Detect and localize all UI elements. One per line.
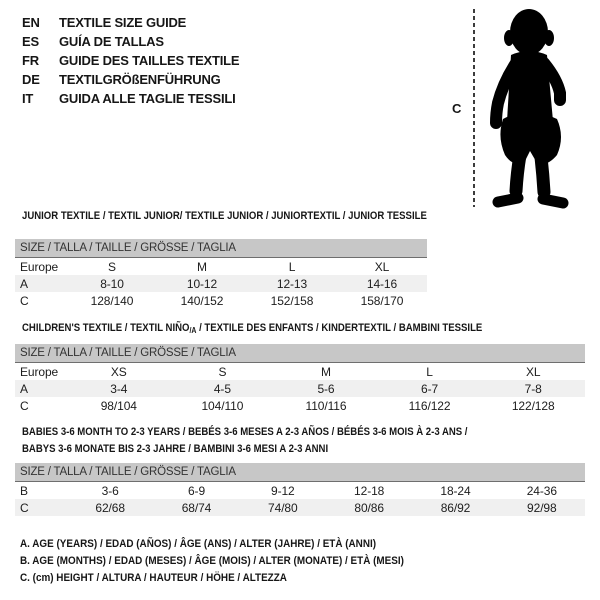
junior-table-title — [22, 210, 487, 222]
cell: 6-9 — [187, 483, 206, 498]
babies-table-title-line1: BABIES 3-6 MONTH TO 2-3 YEARS / BEBÉS 3-6 MESES A 2-3 AÑOS / BÉBÉS 3-6 MOIS À 2-3 ANS / — [22, 426, 468, 438]
language-code: ES — [22, 34, 39, 49]
footnote-b — [20, 553, 447, 570]
language-label: TEXTILGRÖßENFÜHRUNG — [59, 72, 221, 87]
height-measure-dashed-line — [473, 9, 475, 207]
cell: 128/140 — [90, 293, 134, 308]
babies-table-title — [22, 424, 534, 458]
cell: 152/158 — [270, 293, 314, 308]
junior-table-title-text: JUNIOR TEXTILE / TEXTIL JUNIOR/ TEXTILE JUNIOR / JUNIORTEXTIL / JUNIOR TESSILE — [22, 210, 427, 222]
children-title-pre: CHILDREN'S TEXTILE / TEXTIL NIÑO — [22, 322, 190, 334]
table-row — [15, 499, 585, 516]
row-label: C — [20, 293, 29, 308]
footnote-b-text: B. AGE (MONTHS) / EDAD (MESES) / ÂGE (MOIS) / ALTER (MONATE) / ETÀ (MESI) — [20, 555, 404, 567]
size-header-label: SIZE / TALLA / TAILLE / GRÖSSE / TAGLIA — [15, 344, 585, 363]
cell: 74/80 — [240, 499, 326, 516]
babies-size-table — [15, 463, 585, 516]
children-table-title — [22, 322, 551, 335]
language-code: FR — [22, 53, 39, 68]
children-size-table — [15, 344, 585, 414]
language-label: GUÍA DE TALLAS — [59, 34, 164, 49]
footnote-a-text: A. AGE (YEARS) / EDAD (AÑOS) / ÂGE (ANS) / ALTER (JAHRE) / ETÀ (ANNI) — [20, 538, 377, 550]
footnotes — [20, 536, 447, 587]
language-row-es — [22, 32, 239, 51]
language-code: DE — [22, 72, 40, 87]
table-row — [15, 275, 427, 292]
row-label: Europe — [20, 364, 59, 379]
cell: 110/116 — [305, 398, 347, 413]
cell: XS — [110, 364, 127, 379]
cell: 7-8 — [481, 380, 585, 397]
language-list — [22, 13, 239, 108]
cell: 6-7 — [378, 380, 482, 397]
cell: 4-5 — [171, 380, 275, 397]
cell: 9-12 — [271, 483, 295, 498]
cell: M — [321, 364, 331, 379]
cell: M — [197, 259, 207, 274]
cell: 62/68 — [67, 499, 153, 516]
row-label: Europe — [20, 259, 59, 274]
children-title-post: / TEXTILE DES ENFANTS / KINDERTEXTIL / BAMBINI TESSILE — [196, 322, 483, 334]
cell: XL — [525, 364, 541, 379]
cell: 86/92 — [412, 499, 498, 516]
cell: L — [288, 259, 296, 274]
cell: 158/170 — [360, 293, 404, 308]
table-row — [15, 397, 585, 414]
size-header-label: SIZE / TALLA / TAILLE / GRÖSSE / TAGLIA — [15, 463, 585, 482]
children-title-sub: /A — [189, 326, 197, 335]
cell: S — [108, 259, 116, 274]
size-header-row — [15, 344, 585, 363]
size-header-label: SIZE / TALLA / TAILLE / GRÖSSE / TAGLIA — [15, 239, 427, 258]
cell: L — [426, 364, 433, 379]
cell: 5-6 — [274, 380, 378, 397]
table-row — [15, 292, 427, 309]
row-label: A — [15, 275, 67, 292]
cell: 116/122 — [408, 398, 451, 413]
cell: 24-36 — [526, 483, 557, 498]
cell: 18-24 — [440, 483, 471, 498]
language-row-fr — [22, 51, 239, 70]
cell: 8-10 — [67, 275, 157, 292]
row-label: B — [20, 483, 28, 498]
cell: S — [218, 364, 227, 379]
language-row-en — [22, 13, 239, 32]
cell: XL — [374, 259, 390, 274]
size-header-row — [15, 463, 585, 482]
cell: 3-4 — [67, 380, 171, 397]
row-label: C — [15, 499, 67, 516]
language-label: GUIDE DES TAILLES TEXTILE — [59, 53, 240, 68]
table-row — [15, 363, 585, 381]
size-header-row — [15, 239, 427, 258]
cell: 92/98 — [499, 499, 585, 516]
table-row — [15, 380, 585, 397]
language-label: GUIDA ALLE TAGLIE TESSILI — [59, 91, 236, 106]
cell: 140/152 — [180, 293, 224, 308]
language-code: IT — [22, 91, 34, 106]
cell: 122/128 — [511, 398, 555, 413]
cell: 98/104 — [100, 398, 137, 413]
cell: 68/74 — [153, 499, 239, 516]
footnote-a — [20, 536, 447, 553]
height-measure-label: C — [452, 101, 462, 116]
language-row-it — [22, 89, 239, 108]
baby-silhouette-icon — [483, 5, 598, 213]
cell: 12-13 — [247, 275, 337, 292]
footnote-c — [20, 570, 447, 587]
table-row — [15, 482, 585, 500]
footnote-c-text: C. (cm) HEIGHT / ALTURA / HAUTEUR / HÖHE / ALTEZZA — [20, 572, 287, 584]
table-row — [15, 258, 427, 276]
language-code: EN — [22, 15, 40, 30]
cell: 12-18 — [354, 483, 385, 498]
cell: 14-16 — [337, 275, 427, 292]
language-label: TEXTILE SIZE GUIDE — [59, 15, 187, 30]
children-table-title-text — [22, 322, 482, 335]
cell: 10-12 — [157, 275, 247, 292]
row-label: C — [20, 398, 29, 413]
babies-table-title-line2: BABYS 3-6 MONATE BIS 2-3 JAHRE / BAMBINI 3-6 MESI A 2-3 ANNI — [22, 443, 329, 455]
junior-size-table — [15, 239, 427, 309]
cell: 104/110 — [201, 398, 244, 413]
language-row-de — [22, 70, 239, 89]
cell: 80/86 — [326, 499, 412, 516]
cell: 3-6 — [101, 483, 119, 498]
row-label: A — [15, 380, 67, 397]
